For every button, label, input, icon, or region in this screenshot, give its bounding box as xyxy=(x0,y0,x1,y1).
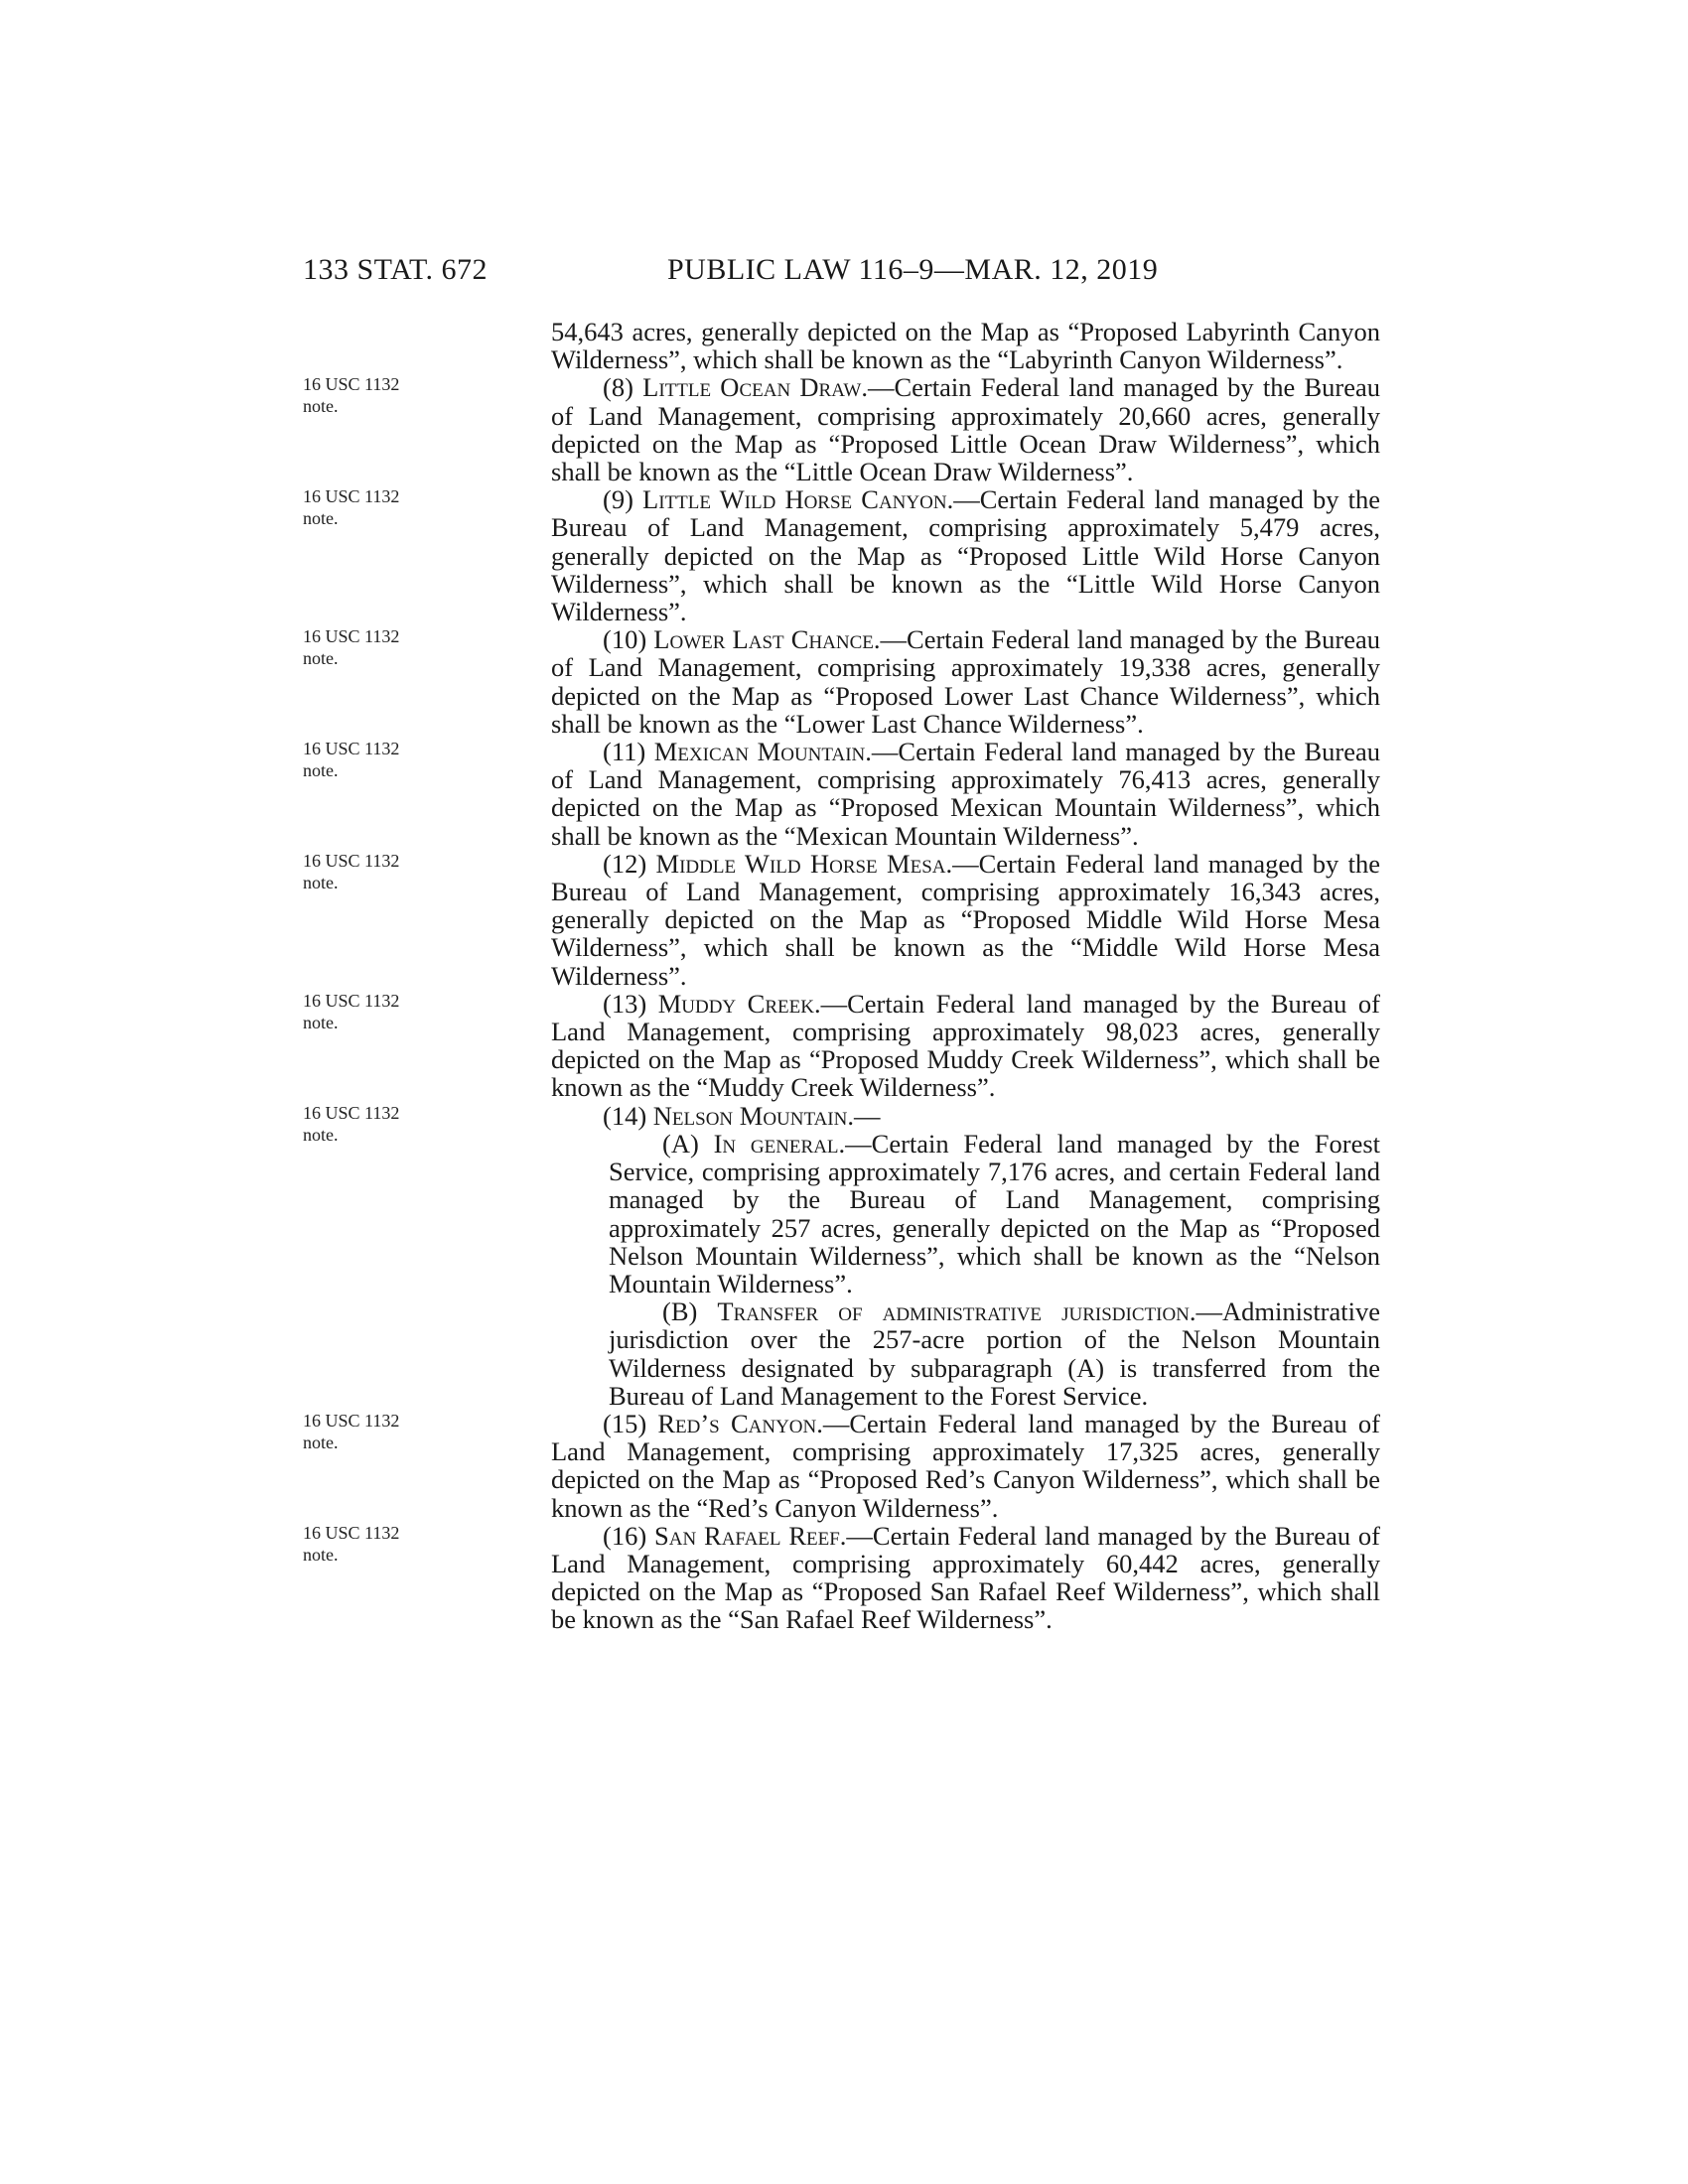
paragraph-16: 16 USC 1132 note. (16) San Rafael Reef.—Certain Federal land managed by the Bureau of Land Management, comprising approximately 60,442 acres, generally depicted on the Map as “Proposed San Rafael Reef Wilderness”, which shall be known as the “San Rafael Reef Wilderness”. xyxy=(303,1520,1380,1635)
paragraph-heading: Little Wild Horse Canyon. xyxy=(642,484,954,515)
subparagraph-heading: Transfer of administrative jurisdiction. xyxy=(717,1297,1196,1327)
paragraph-8: 16 USC 1132 note. (8) Little Ocean Draw.—Certain Federal land managed by the Bureau of Land Management, comprising approximately 20,660 acres, generally depicted on the Map as “Proposed Little Ocean Draw Wilderness”, which shall be known as the “Little Ocean Draw Wilderness”. xyxy=(303,372,1380,487)
paragraph-heading: Little Ocean Draw. xyxy=(642,372,868,403)
paragraph-12: 16 USC 1132 note. (12) Middle Wild Horse Mesa.—Certain Federal land managed by the Bureau of Land Management, comprising approximately 16,343 acres, generally depicted on the Map as “Proposed Middle Wild Horse Mesa Wilderness”, which shall be known as the “Middle Wild Horse Mesa Wilderness”. xyxy=(303,848,1380,991)
paragraph-heading: Muddy Creek. xyxy=(657,988,821,1019)
page-title: PUBLIC LAW 116–9—MAR. 12, 2019 xyxy=(667,253,1159,286)
paragraph-heading: Lower Last Chance. xyxy=(653,624,881,655)
margin-note: 16 USC 1132 note. xyxy=(303,990,400,1032)
paragraph-13: 16 USC 1132 note. (13) Muddy Creek.—Certain Federal land managed by the Bureau of Land Management, comprising approximately 98,023 acres, generally depicted on the Map as “Proposed Muddy Creek Wilderness”, which shall be known as the “Muddy Creek Wilderness”. xyxy=(303,988,1380,1103)
paragraph-heading: Red’s Canyon. xyxy=(657,1408,823,1438)
statute-body xyxy=(303,317,1381,1635)
paragraph-11: 16 USC 1132 note. (11) Mexican Mountain.—Certain Federal land managed by the Bureau of Land Management, comprising approximately 76,413 acres, generally depicted on the Map as “Proposed Mexican Mountain Wilderness”, which shall be known as the “Mexican Mountain Wilderness”. xyxy=(303,737,1381,851)
paragraph-heading: Mexican Mountain. xyxy=(653,737,872,767)
paragraph-heading: Nelson Mountain. xyxy=(652,1100,854,1131)
margin-note: 16 USC 1132 note. xyxy=(303,486,400,529)
margin-note: 16 USC 1132 note. xyxy=(303,1522,400,1565)
margin-note: 16 USC 1132 note. xyxy=(303,626,400,669)
margin-note: 16 USC 1132 note. xyxy=(303,1102,400,1145)
page-reference: 133 STAT. 672 xyxy=(303,253,489,286)
margin-note: 16 USC 1132 note. xyxy=(303,850,400,892)
margin-note: 16 USC 1132 note. xyxy=(303,1410,400,1452)
subparagraph-heading: In general. xyxy=(713,1128,846,1159)
subparagraph-a: (A) In general.—Certain Federal land managed by the Forest Service, comprising approximately 7,176 acres, and certain Federal land managed by the Bureau of Land Management, comprising approximately 257 acres, generally depicted on the Map as “Proposed Nelson Mountain Wilderness”, which shall be known as the “Nelson Mountain Wilderness”. xyxy=(609,1128,1381,1298)
paragraph-15: 16 USC 1132 note. (15) Red’s Canyon.—Certain Federal land managed by the Bureau of Land Management, comprising approximately 17,325 acres, generally depicted on the Map as “Proposed Red’s Canyon Wilderness”, which shall be known as the “Red’s Canyon Wilderness”. xyxy=(303,1408,1380,1523)
paragraph-9: 16 USC 1132 note. (9) Little Wild Horse Canyon.—Certain Federal land managed by the Bureau of Land Management, comprising approximately 5,479 acres, generally depicted on the Map as “Proposed Little Wild Horse Canyon Wilderness”, which shall be known as the “Little Wild Horse Canyon Wilderness”. xyxy=(303,484,1380,627)
margin-note: 16 USC 1132 note. xyxy=(303,739,400,781)
paragraph-14: 16 USC 1132 note. (14) Nelson Mountain.— xyxy=(303,1100,881,1145)
paragraph-10: 16 USC 1132 note. (10) Lower Last Chance.—Certain Federal land managed by the Bureau of Land Management, comprising approximately 19,338 acres, generally depicted on the Map as “Proposed Lower Last Chance Wilderness”, which shall be known as the “Lower Last Chance Wilderness”. xyxy=(303,624,1380,739)
continuation-text: 54,643 acres, generally depicted on the Map as “Proposed Labyrinth Canyon Wilderness”, which shall be known as the “Labyrinth Canyon Wilderness”. xyxy=(551,317,1380,375)
subparagraph-b: (B) Transfer of administrative jurisdiction.—Administrative jurisdiction over the 257-acre portion of the Nelson Mountain Wilderness designated by subparagraph (A) is transferred from the Bureau of Land Management to the Forest Service. xyxy=(609,1297,1381,1411)
paragraph-heading: Middle Wild Horse Mesa. xyxy=(655,848,953,879)
margin-note: 16 USC 1132 note. xyxy=(303,374,400,417)
paragraph-heading: San Rafael Reef. xyxy=(654,1520,847,1551)
